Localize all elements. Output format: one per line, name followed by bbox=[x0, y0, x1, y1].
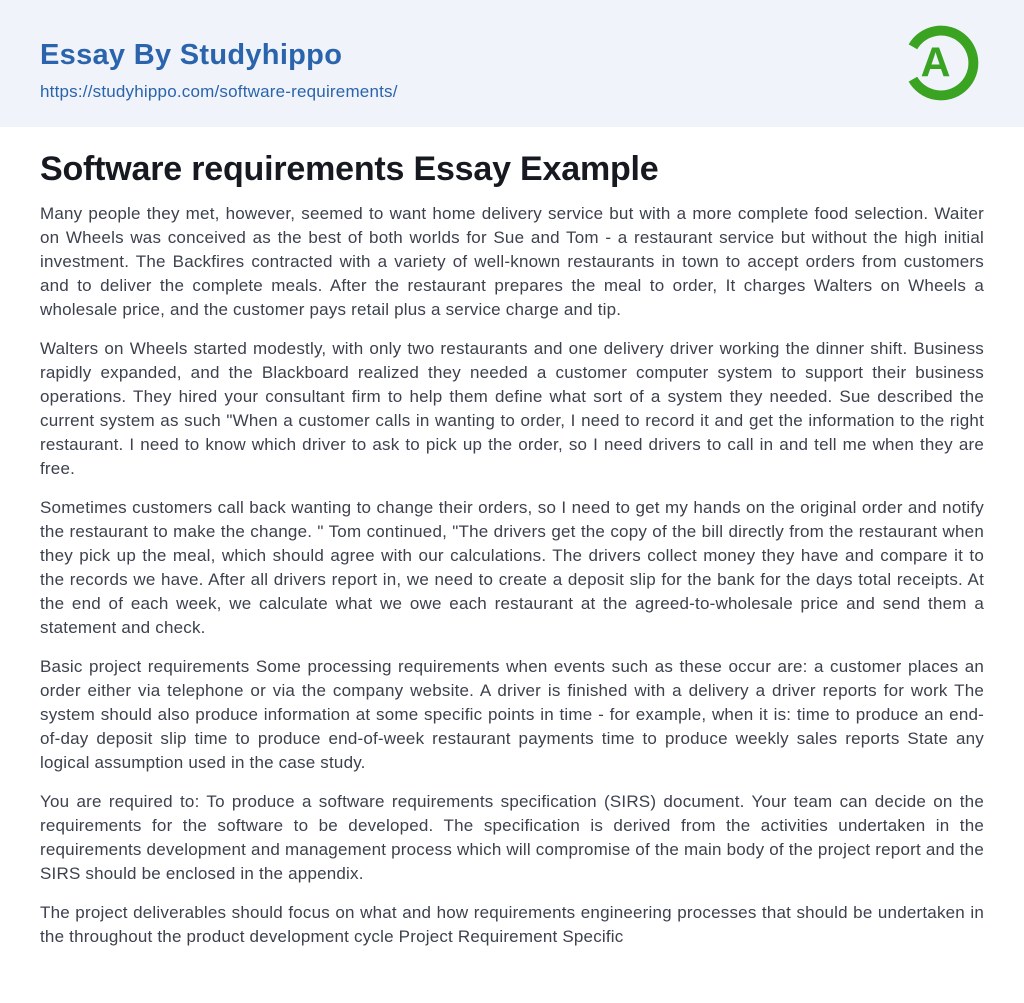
essay-url-link[interactable]: https://studyhippo.com/software-requirements/ bbox=[40, 82, 398, 101]
essay-paragraph: Walters on Wheels started modestly, with only two restaurants and one delivery driver working the dinner shift. Business rapidly expanded, and the Blackboard realized they needed a customer computer system to support their business operations. They hired your consultant firm to help them define what sort of a system they needed. Sue described the current system as such "When a customer calls in wanting to order, I need to record it and get the information to the right restaurant. I need to know which driver to ask to pick up the order, so I need drivers to call in and tell me when they are free. bbox=[40, 339, 984, 479]
logo-letter: A bbox=[920, 39, 951, 86]
essay-paragraph: Many people they met, however, seemed to want home delivery service but with a more complete food selection. Waiter on Wheels was conceived as the best of both worlds for Sue and Tom - a restaurant service but without the high initial investment. The Backfires contracted with a variety of well-known restaurants in town to accept orders from customers and to deliver the complete meals. After the restaurant prepares the meal to order, It charges Walters on Wheels a wholesale price, and the customer pays retail plus a service charge and tip. bbox=[40, 204, 984, 320]
essay-body bbox=[40, 202, 984, 949]
essay-content bbox=[0, 151, 1024, 949]
essay-paragraph: The project deliverables should focus on what and how requirements engineering processes that should be undertaken in the throughout the product development cycle Project Requirement Specific bbox=[40, 903, 984, 947]
studyhippo-logo-icon bbox=[896, 18, 986, 108]
essay-paragraph: You are required to: To produce a software requirements specification (SIRS) document. Your team can decide on the requirements for the software to be developed. The specification is derived from the activities undertaken in the requirements development and management process which will compromise of the main body of the project report and the SIRS should be enclosed in the appendix. bbox=[40, 792, 984, 884]
page-title: Software requirements Essay Example bbox=[40, 150, 659, 188]
essay-paragraph: Sometimes customers call back wanting to change their orders, so I need to get my hands on the original order and notify the restaurant to make the change. " Tom continued, "The drivers get the copy of the bill directly from the restaurant when they pick up the meal, which should agree with our calculations. The drivers collect money they have and compare it to the records we have. After all drivers report in, we need to create a deposit slip for the bank for the days total receipts. At the end of each week, we calculate what we owe each restaurant at the agreed-to-wholesale price and send them a statement and check. bbox=[40, 498, 984, 638]
page-header bbox=[0, 0, 1024, 127]
header-text-block bbox=[40, 0, 398, 102]
essay-paragraph: Basic project requirements Some processing requirements when events such as these occur are: a customer places an order either via telephone or via the company website. A driver is finished with a delivery a driver reports for work The system should also produce information at some specific points in time - for example, when it is: time to produce an end-of-day deposit slip time to produce end-of-week restaurant payments time to produce weekly sales reports State any logical assumption used in the case study. bbox=[40, 657, 984, 773]
site-title: Essay By Studyhippo bbox=[40, 39, 343, 71]
